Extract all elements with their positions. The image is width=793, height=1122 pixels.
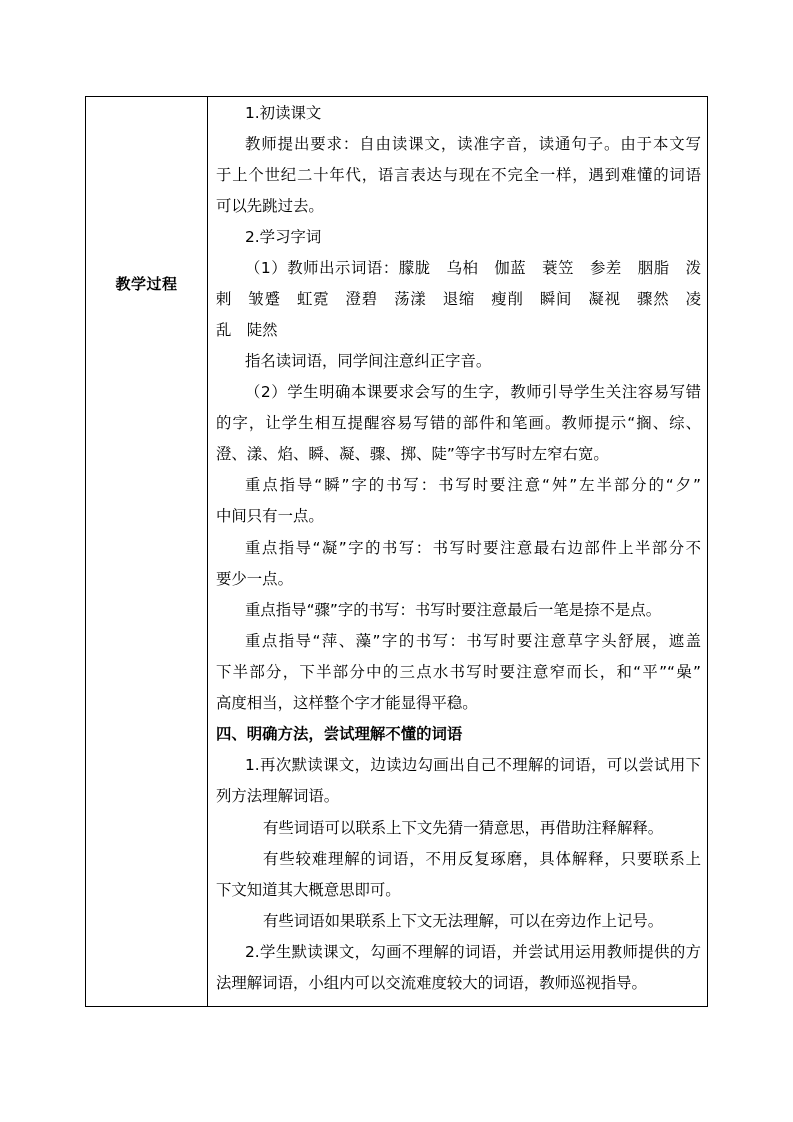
text-line: 高度相当，这样整个字才能显得平稳。	[216, 694, 478, 712]
text-line: 有些词语可以联系上下文先猜一猜意思，再借助注释解释。	[263, 819, 664, 837]
text-line: 指名读词语，同学间注意纠正字音。	[245, 352, 492, 370]
lesson-table	[85, 96, 708, 1007]
text-line: 重点指导“凝”字的书写：书写时要注意最右边部件上半部分不	[245, 539, 701, 557]
text-line: 下半部分，下半部分中的三点水书写时要注意窄而长，和“平”“喿”	[216, 663, 701, 681]
text-line: 1.再次默读课文，边读边勾画出自己不理解的词语，可以尝试用下	[245, 756, 701, 774]
text-line: 法理解词语，小组内可以交流难度较大的词语，教师巡视指导。	[216, 974, 647, 992]
text-line: 重点指导“萍、藻”字的书写：书写时要注意草字头舒展，遮盖	[245, 632, 701, 650]
text-line: 2.学生默读课文，勾画不理解的词语，并尝试用运用教师提供的方	[245, 943, 701, 961]
text-line: 中间只有一点。	[216, 507, 324, 525]
text-line: 乱 陡然	[216, 321, 278, 339]
text-line: 可以先跳过去。	[216, 197, 324, 215]
text-line: 澄、漾、焰、瞬、凝、骤、掷、陡”等字书写时左窄右宽。	[216, 445, 609, 463]
section-label: 教学过程	[115, 275, 178, 293]
section-heading: 四、明确方法，尝试理解不懂的词语	[216, 725, 463, 743]
text-line: 重点指导“骤”字的书写：书写时要注意最后一笔是捺不是点。	[245, 601, 662, 619]
text-line: 教师提出要求：自由读课文，读准字音，读通句子。由于本文写	[245, 135, 701, 153]
text-line: 列方法理解词语。	[216, 787, 340, 805]
text-line: 要少一点。	[216, 570, 293, 588]
text-line: 下文知道其大概意思即可。	[216, 881, 401, 899]
text-line: 重点指导“瞬”字的书写：书写时要注意“舛”左半部分的“夕”	[245, 476, 701, 494]
text-line: （2）学生明确本课要求会写的生字，教师引导学生关注容易写错	[245, 383, 701, 401]
text-line: 的字，让学生相互提醒容易写错的部件和笔画。教师提示“搁、综、	[216, 414, 701, 432]
text-line: 有些较难理解的词语，不用反复琢磨，具体解释，只要联系上	[263, 850, 701, 868]
text-line: 有些词语如果联系上下文无法理解，可以在旁边作上记号。	[263, 912, 664, 930]
text-line: （1）教师出示词语：朦胧 乌桕 伽蓝 蓑笠 参差 胭脂 泼	[245, 259, 701, 277]
text-line: 剌 皱蹙 虹霓 澄碧 荡漾 退缩 瘦削 瞬间 凝视 骤然 凌	[216, 290, 701, 308]
column-divider	[207, 97, 208, 1006]
text-line: 1.初读课文	[245, 104, 322, 122]
text-line: 2.学习字词	[245, 228, 322, 246]
text-line: 于上个世纪二十年代，语言表达与现在不完全一样，遇到难懂的词语	[216, 166, 701, 184]
